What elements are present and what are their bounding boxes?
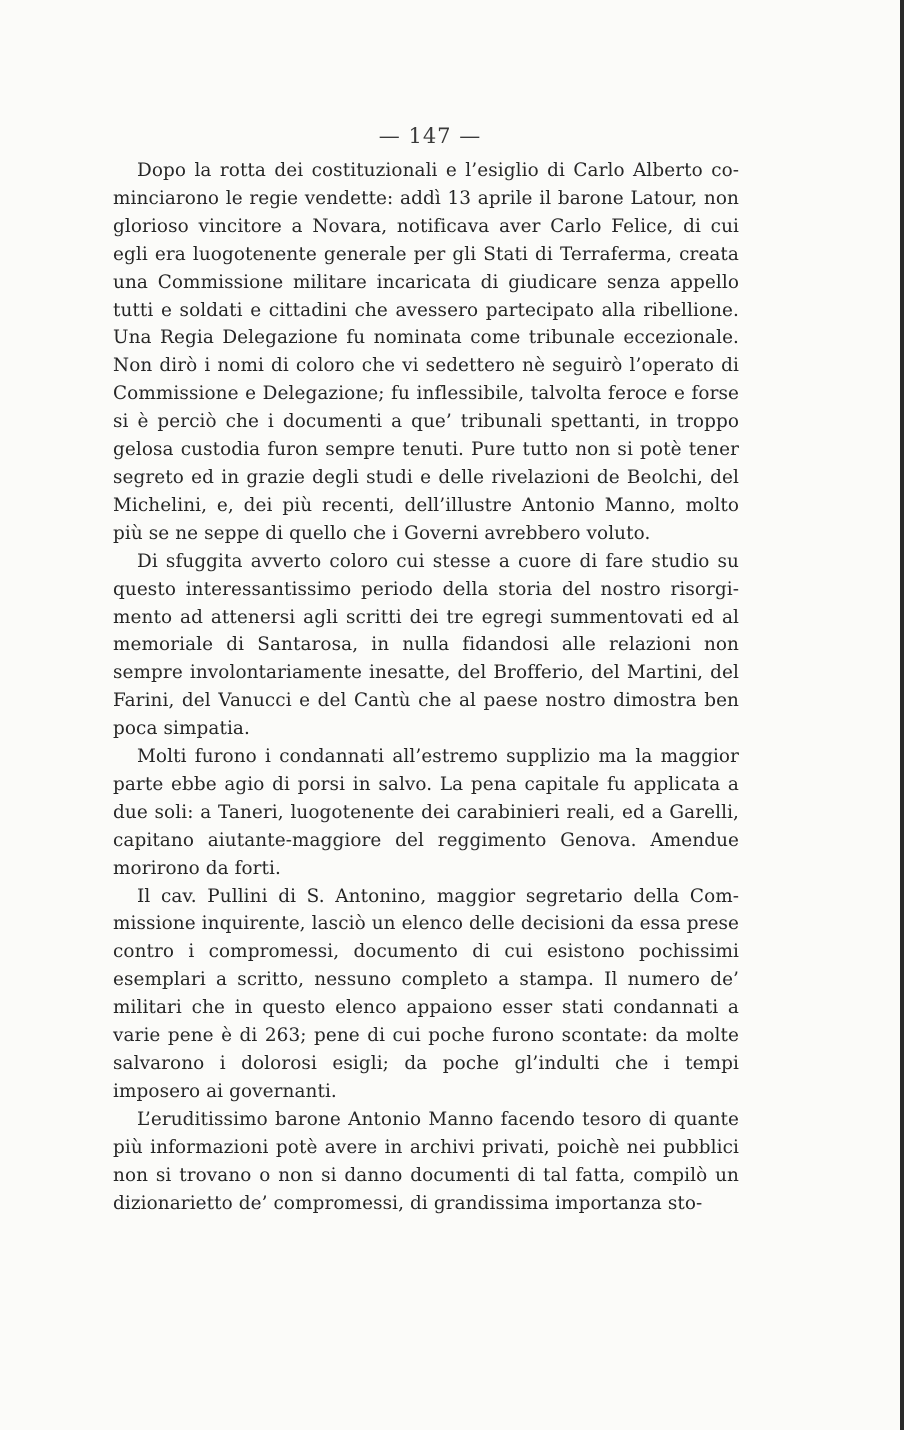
body-text — [113, 157, 739, 1217]
paragraph-3: Molti furono i condannati all’estremo supplizio ma la maggior parte ebbe agio di porsi in salvo. La pena capitale fu applicata a due soli: a Taneri, luogotenente dei carabinieri reali, ed a Garelli, capitano aiutante-maggiore del reggimento Genova. Amendue morirono da forti. — [113, 746, 739, 879]
paragraph-4: Il cav. Pullini di S. Antonino, maggior segretario della Commissione inquirente, lasciò un elenco delle decisioni da essa prese contro i compromessi, documento di cui esistono pochissimi esemplari a scritto, nessuno completo a stampa. Il numero de’ militari che in questo elenco appaiono esser stati condannati a varie pene è di 263; pene di cui poche furono scontate: da molte salvarono i dolorosi esigli; da poche gl’indulti che i tempi imposero ai governanti. — [113, 885, 739, 1102]
paragraph-2: Di sfuggita avverto coloro cui stesse a cuore di fare studio su questo interessantissimo periodo della storia del nostro risorgimento ad attenersi agli scritti dei tre egregi summentovati ed al memoriale di Santarosa, in nulla fidandosi alle relazioni non sempre involontariamente inesatte, del Brofferio, del Martini, del Farini, del Vanucci e del Cantù che al paese nostro dimostra ben poca simpatia. — [113, 550, 739, 740]
page-number: — 147 — — [378, 124, 482, 148]
paragraph-1: Dopo la rotta dei costituzionali e l’esiglio di Carlo Alberto cominciarono le regie vendette: addì 13 aprile il barone Latour, non glorioso vincitore a Novara, notificava aver Carlo Felice, di cui egli era luogotenente generale per gli Stati di Terraferma, creata una Commissione militare incaricata di giudicare senza appello tutti e soldati e cittadini che avessero partecipato alla ribellione. Una Regia Delegazione fu nominata come tribunale eccezionale. Non dirò i nomi di coloro che vi sedettero nè seguirò l’operato di Commissione e Delegazione; fu inflessibile, talvolta feroce e forse si è perciò che i documenti a que’ tribunali spettanti, in troppo gelosa custodia furon sempre tenuti. Pure tutto non si potè tener segreto ed in grazie degli studi e delle rivelazioni de Beolchi, del Michelini, e, dei più recenti, dell’illustre Antonio Manno, molto più se ne seppe di quello che i Governi avrebbero voluto. — [113, 160, 739, 544]
paragraph-5: L’eruditissimo barone Antonio Manno facendo tesoro di quante più informazioni potè avere in archivi privati, poichè nei pubblici non si trovano o non si danno documenti di tal fatta, compilò un dizionarietto de’ compromessi, di grandissima importanza sto- — [113, 1108, 739, 1214]
scan-border — [900, 0, 904, 1430]
